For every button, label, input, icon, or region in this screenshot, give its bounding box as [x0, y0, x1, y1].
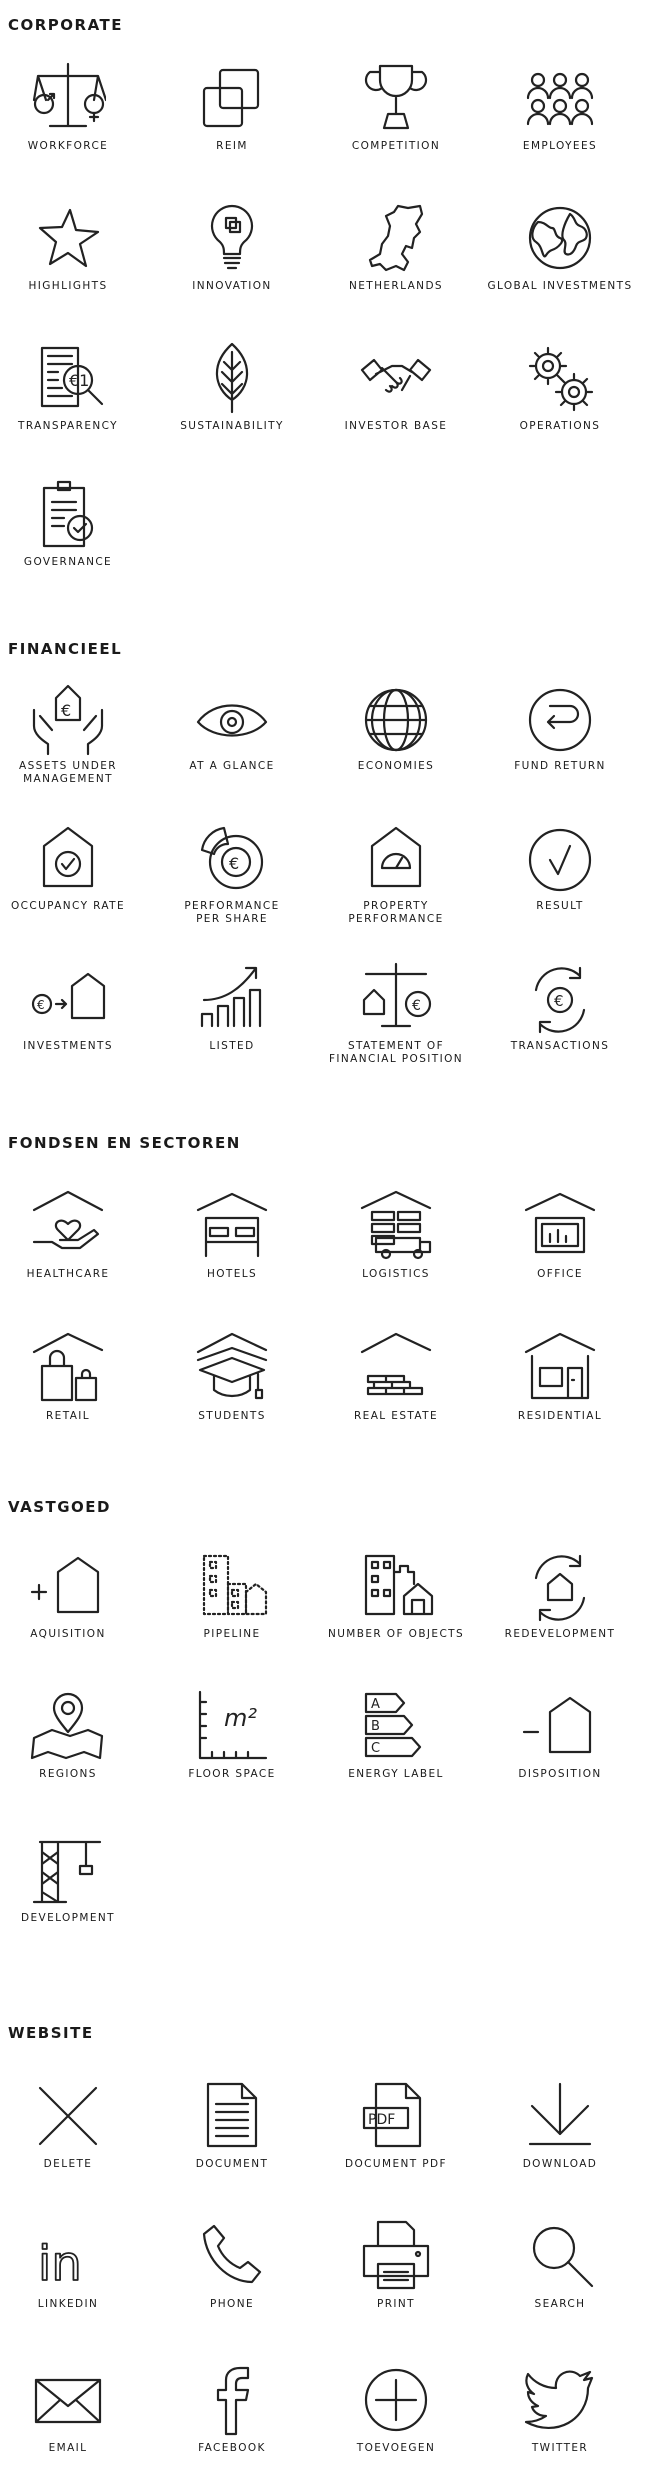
- svg-text:C: C: [371, 1741, 381, 1756]
- icon-label: LINKEDIN: [37, 2298, 99, 2310]
- icon-tile-governance: [0, 476, 148, 569]
- lightbulb-icon: [194, 200, 270, 276]
- icon-tile-document: [152, 2078, 312, 2171]
- icon-tile-transactions: [480, 960, 640, 1053]
- icon-label: REDEVELOPMENT: [504, 1628, 616, 1640]
- icon-tile-result: [480, 820, 640, 913]
- house-check-icon: [30, 820, 106, 896]
- icon-tile-delete: [0, 2078, 148, 2171]
- delete-x-icon[interactable]: [30, 2078, 106, 2154]
- globe-grid-icon: [358, 680, 434, 756]
- pie-euro-icon: [194, 820, 270, 896]
- icon-tile-competition: [316, 60, 476, 153]
- icon-label: PIPELINE: [203, 1628, 261, 1640]
- svg-text:€: €: [61, 701, 72, 720]
- icon-label: DOCUMENT PDF: [345, 2158, 447, 2170]
- icon-tile-disposition: [480, 1688, 640, 1781]
- icon-label: COMPETITION: [351, 140, 441, 152]
- scale-house-euro-icon: [358, 960, 434, 1036]
- graduation-cap-roof-icon: [194, 1330, 270, 1406]
- clipboard-check-icon: [30, 476, 106, 552]
- printer-icon[interactable]: [358, 2218, 434, 2294]
- icon-label: RESULT: [536, 900, 584, 912]
- icon-label: SUSTAINABILITY: [180, 420, 284, 432]
- icon-label: AT A GLANCE: [189, 760, 275, 772]
- icon-label: STATEMENT OF FINANCIAL POSITION: [328, 1040, 463, 1065]
- icon-tile-healthcare: [0, 1188, 148, 1281]
- icon-tile-hotels: [152, 1188, 312, 1281]
- svg-text:€: €: [229, 854, 240, 873]
- icon-tile-development: [0, 1832, 148, 1925]
- svg-text:€: €: [37, 998, 45, 1012]
- icon-label: NUMBER OF OBJECTS: [327, 1628, 465, 1640]
- icon-tile-real-estate: [316, 1330, 476, 1423]
- icon-tile-retail: [0, 1330, 148, 1423]
- icon-tile-logistics: [316, 1188, 476, 1281]
- twitter-bird-icon[interactable]: [522, 2362, 598, 2438]
- phone-icon[interactable]: [194, 2218, 270, 2294]
- plus-house-icon: [30, 1548, 106, 1624]
- leaf-icon: [194, 340, 270, 416]
- icon-label: ENERGY LABEL: [348, 1768, 444, 1780]
- house-window-icon: [522, 1330, 598, 1406]
- ruler-m2-icon: [194, 1688, 270, 1764]
- icon-tile-toevoegen: [316, 2362, 476, 2455]
- icon-tile-property-performance: [316, 820, 476, 926]
- icon-label: STUDENTS: [198, 1410, 266, 1422]
- icon-label: PHONE: [210, 2298, 254, 2310]
- icon-label: TRANSACTIONS: [510, 1040, 610, 1052]
- shopping-bags-roof-icon: [30, 1330, 106, 1406]
- icon-label: FACEBOOK: [198, 2442, 266, 2454]
- icon-tile-linkedin: [0, 2218, 148, 2311]
- icon-label: WORKFORCE: [27, 140, 109, 152]
- eye-icon: [194, 680, 270, 756]
- icon-tile-workforce: [0, 60, 148, 153]
- star-icon: [30, 200, 106, 276]
- icon-tile-residential: [480, 1330, 640, 1423]
- icon-label: TRANSPARENCY: [18, 420, 118, 432]
- crane-icon: [30, 1832, 106, 1908]
- scale-gender-icon: [30, 60, 106, 136]
- icon-label: DOCUMENT: [195, 2158, 269, 2170]
- icon-label: OPERATIONS: [519, 420, 601, 432]
- svg-text:A: A: [371, 1697, 380, 1712]
- dotted-buildings-icon: [194, 1548, 270, 1624]
- icon-tile-economies: [316, 680, 476, 773]
- icon-label: FUND RETURN: [514, 760, 606, 772]
- section-title-website: WEBSITE: [8, 2024, 94, 2042]
- icon-label: DISPOSITION: [518, 1768, 602, 1780]
- linkedin-icon[interactable]: [30, 2218, 106, 2294]
- icon-tile-aquisition: [0, 1548, 148, 1641]
- icon-label: OFFICE: [537, 1268, 583, 1280]
- icon-label: ASSETS UNDER MANAGEMENT: [19, 760, 117, 785]
- icon-label: AQUISITION: [30, 1628, 106, 1640]
- icon-tile-search: [480, 2218, 640, 2311]
- icon-label: SEARCH: [534, 2298, 586, 2310]
- icon-tile-employees: [480, 60, 640, 153]
- icon-tile-students: [152, 1330, 312, 1423]
- icon-tile-number-of-objects: [316, 1548, 476, 1641]
- icon-tile-at-a-glance: [152, 680, 312, 773]
- document-magnifier-icon: [30, 340, 106, 416]
- icon-label: REGIONS: [39, 1768, 97, 1780]
- icon-tile-floor-space: [152, 1688, 312, 1781]
- icon-tile-sustainability: [152, 340, 312, 433]
- icon-tile-facebook: [152, 2362, 312, 2455]
- svg-text:in: in: [38, 2236, 82, 2292]
- icon-tile-occupancy-rate: [0, 820, 148, 913]
- search-icon[interactable]: [522, 2218, 598, 2294]
- section-title-vastgoed: VASTGOED: [8, 1498, 111, 1516]
- icon-tile-reim: [152, 60, 312, 153]
- svg-text:€: €: [412, 998, 421, 1014]
- icon-tile-transparency: [0, 340, 148, 433]
- add-circle-icon[interactable]: [358, 2362, 434, 2438]
- icon-tile-investments: [0, 960, 148, 1053]
- minus-house-icon: [522, 1688, 598, 1764]
- icon-tile-investor-base: [316, 340, 476, 433]
- icon-tile-fund-return: [480, 680, 640, 773]
- icon-label: HEALTHCARE: [26, 1268, 110, 1280]
- people-group-icon: [522, 60, 598, 136]
- icon-tile-listed: [152, 960, 312, 1053]
- icon-tile-assets-under-management: [0, 680, 148, 786]
- handshake-icon: [358, 340, 434, 416]
- icon-label: NETHERLANDS: [348, 280, 443, 292]
- icon-label: PRINT: [377, 2298, 415, 2310]
- trophy-icon: [358, 60, 434, 136]
- email-envelope-icon[interactable]: [30, 2362, 106, 2438]
- icon-label: ECONOMIES: [357, 760, 435, 772]
- icon-tile-print: [316, 2218, 476, 2311]
- icon-tile-regions: [0, 1688, 148, 1781]
- icon-tile-operations: [480, 340, 640, 433]
- svg-text:€1: €1: [69, 371, 90, 390]
- energy-label-icon: [358, 1688, 434, 1764]
- icon-label: INNOVATION: [192, 280, 272, 292]
- icon-tile-pipeline: [152, 1548, 312, 1641]
- cycle-euro-icon: [522, 960, 598, 1036]
- return-arrow-circle-icon: [522, 680, 598, 756]
- facebook-icon[interactable]: [194, 2362, 270, 2438]
- check-circle-icon: [522, 820, 598, 896]
- overlapping-squares-icon: [194, 60, 270, 136]
- euro-to-house-icon: [30, 960, 106, 1036]
- icon-tile-energy-label: [316, 1688, 476, 1781]
- icon-label: RESIDENTIAL: [517, 1410, 603, 1422]
- icon-label: TWITTER: [531, 2442, 589, 2454]
- svg-text:€: €: [554, 992, 564, 1010]
- download-icon[interactable]: [522, 2078, 598, 2154]
- icon-tile-innovation: [152, 200, 312, 293]
- icon-tile-office: [480, 1188, 640, 1281]
- pdf-document-icon[interactable]: [358, 2078, 434, 2154]
- svg-text:PDF: PDF: [368, 2112, 396, 2128]
- house-cycle-icon: [522, 1548, 598, 1624]
- icon-tile-phone: [152, 2218, 312, 2311]
- icon-tile-redevelopment: [480, 1548, 640, 1641]
- bricks-roof-icon: [358, 1330, 434, 1406]
- icon-label: REAL ESTATE: [353, 1410, 438, 1422]
- icon-label: EMAIL: [48, 2442, 88, 2454]
- icon-label: TOEVOEGEN: [356, 2442, 436, 2454]
- icon-label: LISTED: [209, 1040, 255, 1052]
- icon-label: DELETE: [43, 2158, 93, 2170]
- icon-tile-performance-per-share: [152, 820, 312, 926]
- icon-tile-global-investments: [480, 200, 640, 293]
- icon-tile-netherlands: [316, 200, 476, 293]
- icon-label: OCCUPANCY RATE: [10, 900, 126, 912]
- icon-label: PROPERTY PERFORMANCE: [348, 900, 444, 925]
- icon-tile-email: [0, 2362, 148, 2455]
- icon-label: DOWNLOAD: [522, 2158, 598, 2170]
- icon-label: PERFORMANCE PER SHARE: [184, 900, 280, 925]
- icon-label: RETAIL: [45, 1410, 91, 1422]
- netherlands-map-icon: [358, 200, 434, 276]
- icon-tile-twitter: [480, 2362, 640, 2455]
- icon-label: INVESTMENTS: [23, 1040, 113, 1052]
- warehouse-truck-icon: [358, 1188, 434, 1264]
- laptop-roof-icon: [522, 1188, 598, 1264]
- hand-heart-roof-icon: [30, 1188, 106, 1264]
- icon-label: HIGHLIGHTS: [28, 280, 108, 292]
- gears-icon: [522, 340, 598, 416]
- icon-tile-document-pdf: [316, 2078, 476, 2171]
- icon-tile-statement-of-financial-position: [316, 960, 476, 1066]
- icon-label: HOTELS: [206, 1268, 258, 1280]
- icon-label: LOGISTICS: [362, 1268, 430, 1280]
- icon-label: EMPLOYEES: [522, 140, 598, 152]
- icon-label: GLOBAL INVESTMENTS: [487, 280, 633, 292]
- section-title-corporate: CORPORATE: [8, 16, 124, 34]
- svg-text:B: B: [371, 1719, 380, 1734]
- document-icon[interactable]: [194, 2078, 270, 2154]
- svg-text:m²: m²: [224, 1704, 257, 1732]
- buildings-cluster-icon: [358, 1548, 434, 1624]
- icon-tile-highlights: [0, 200, 148, 293]
- globe-continents-icon: [522, 200, 598, 276]
- icon-label: FLOOR SPACE: [188, 1768, 276, 1780]
- section-title-financieel: FINANCIEEL: [8, 640, 123, 658]
- icon-label: DEVELOPMENT: [21, 1912, 115, 1924]
- section-title-fondsen-en-sectoren: FONDSEN EN SECTOREN: [8, 1134, 241, 1152]
- icon-label: GOVERNANCE: [23, 556, 113, 568]
- house-gauge-icon: [358, 820, 434, 896]
- icon-label: INVESTOR BASE: [344, 420, 448, 432]
- icon-label: REIM: [216, 140, 248, 152]
- map-pin-icon: [30, 1688, 106, 1764]
- icon-tile-download: [480, 2078, 640, 2171]
- growth-bars-icon: [194, 960, 270, 1036]
- hands-holding-euro-icon: [30, 680, 106, 756]
- bed-roof-icon: [194, 1188, 270, 1264]
